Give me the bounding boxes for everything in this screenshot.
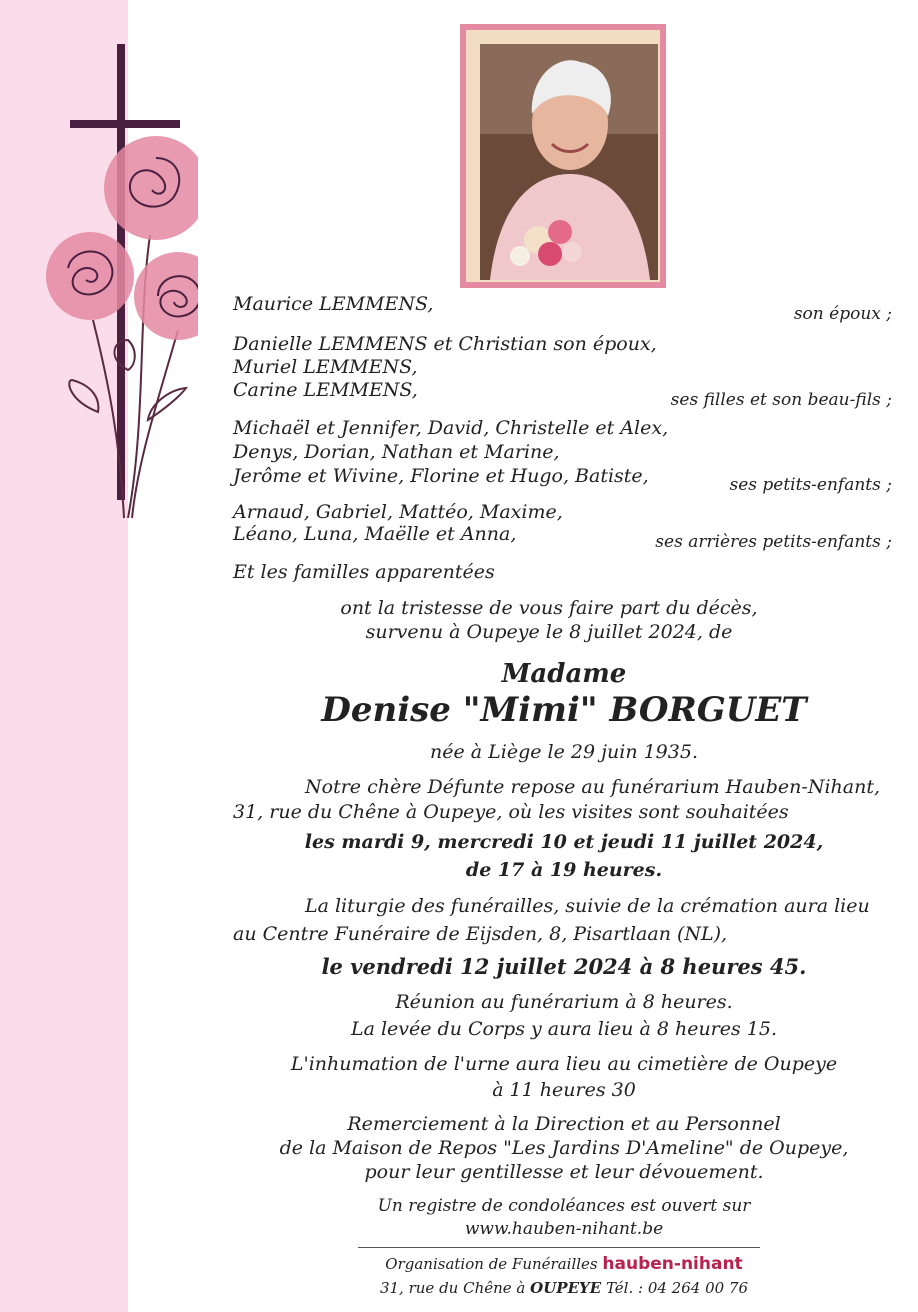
- family-names-great-grandchildren-2: Léano, Luna, Maëlle et Anna,: [233, 523, 517, 545]
- burial-line-1: L'inhumation de l'urne aura lieu au cimetière de Oupeye: [290, 1053, 838, 1075]
- family-names-grandchildren-1: Michaël et Jennifer, David, Christelle et Alex,: [233, 417, 669, 439]
- schedule-line-2: La levée du Corps y aura lieu à 8 heures 15.: [350, 1018, 778, 1040]
- visits-dates: les mardi 9, mercredi 10 et jeudi 11 juillet 2024,: [304, 831, 824, 853]
- family-names-daughters-1: Danielle LEMMENS et Christian son époux,: [233, 333, 657, 355]
- family-names-great-grandchildren-1: Arnaud, Gabriel, Mattéo, Maxime,: [233, 501, 563, 523]
- brand-logo: hauben-nihant: [602, 1254, 743, 1274]
- condolences-url[interactable]: www.hauben-nihant.be: [464, 1219, 664, 1239]
- family-names-relatives: Et les familles apparentées: [233, 561, 495, 583]
- portrait-frame: [460, 24, 666, 288]
- footer-address-line: [0, 1276, 918, 1300]
- visits-hours: de 17 à 19 heures.: [465, 859, 663, 881]
- family-names-grandchildren-2: Denys, Dorian, Nathan et Marine,: [233, 441, 560, 463]
- visits-line-2: 31, rue du Chêne à Oupeye, où les visites sont souhaitées: [233, 801, 789, 823]
- footer-org-label: Organisation de Funérailles: [385, 1255, 598, 1273]
- funeral-line-1: La liturgie des funérailles, suivie de la crémation aura lieu: [305, 895, 870, 917]
- cross-and-roses-illustration: [28, 40, 198, 530]
- portrait-mat: [466, 30, 660, 282]
- family-names-grandchildren-3: Jerôme et Wivine, Florine et Hugo, Batiste,: [233, 465, 649, 487]
- announcement-line-2: survenu à Oupeye le 8 juillet 2024, de: [365, 621, 733, 643]
- thanks-line-3: pour leur gentillesse et leur dévouement.: [364, 1161, 764, 1183]
- deceased-name: Denise "Mimi" BORGUET: [321, 690, 807, 730]
- thanks-line-1: Remerciement à la Direction et au Personnel: [347, 1113, 781, 1135]
- funeral-line-2: au Centre Funéraire de Eijsden, 8, Pisartlaan (NL),: [233, 923, 728, 945]
- relation-grandchildren: ses petits-enfants ;: [729, 475, 892, 495]
- thanks-line-2: de la Maison de Repos "Les Jardins D'Ameline" de Oupeye,: [279, 1137, 849, 1159]
- footer-divider: [358, 1247, 760, 1248]
- funeral-date: le vendredi 12 juillet 2024 à 8 heures 45.: [321, 954, 807, 979]
- footer-address: 31, rue du Chêne à: [379, 1279, 526, 1297]
- relation-spouse: son époux ;: [793, 304, 892, 324]
- family-names-daughters-3: Carine LEMMENS,: [233, 379, 418, 401]
- visits-line-1: Notre chère Défunte repose au funérarium Hauben-Nihant,: [305, 776, 881, 798]
- footer-org-line: [0, 1252, 918, 1276]
- rose-left-icon: [46, 232, 134, 320]
- portrait-photo: [480, 44, 658, 280]
- family-names-spouse: Maurice LEMMENS,: [233, 293, 434, 315]
- deceased-birth: née à Liège le 29 juin 1935.: [430, 741, 698, 763]
- announcement-line-1: ont la tristesse de vous faire part du décès,: [340, 597, 758, 619]
- footer-city: OUPEYE: [530, 1279, 602, 1297]
- schedule-line-1: Réunion au funérarium à 8 heures.: [395, 991, 733, 1013]
- relation-great-grandchildren: ses arrières petits-enfants ;: [655, 532, 892, 552]
- family-names-daughters-2: Muriel LEMMENS,: [233, 356, 418, 378]
- burial-line-2: à 11 heures 30: [492, 1079, 636, 1101]
- deceased-title: Madame: [501, 659, 627, 689]
- footer-phone: Tél. : 04 264 00 76: [605, 1279, 749, 1297]
- relation-daughters: ses filles et son beau-fils ;: [670, 390, 892, 410]
- condolences-line: Un registre de condoléances est ouvert sur: [377, 1196, 751, 1216]
